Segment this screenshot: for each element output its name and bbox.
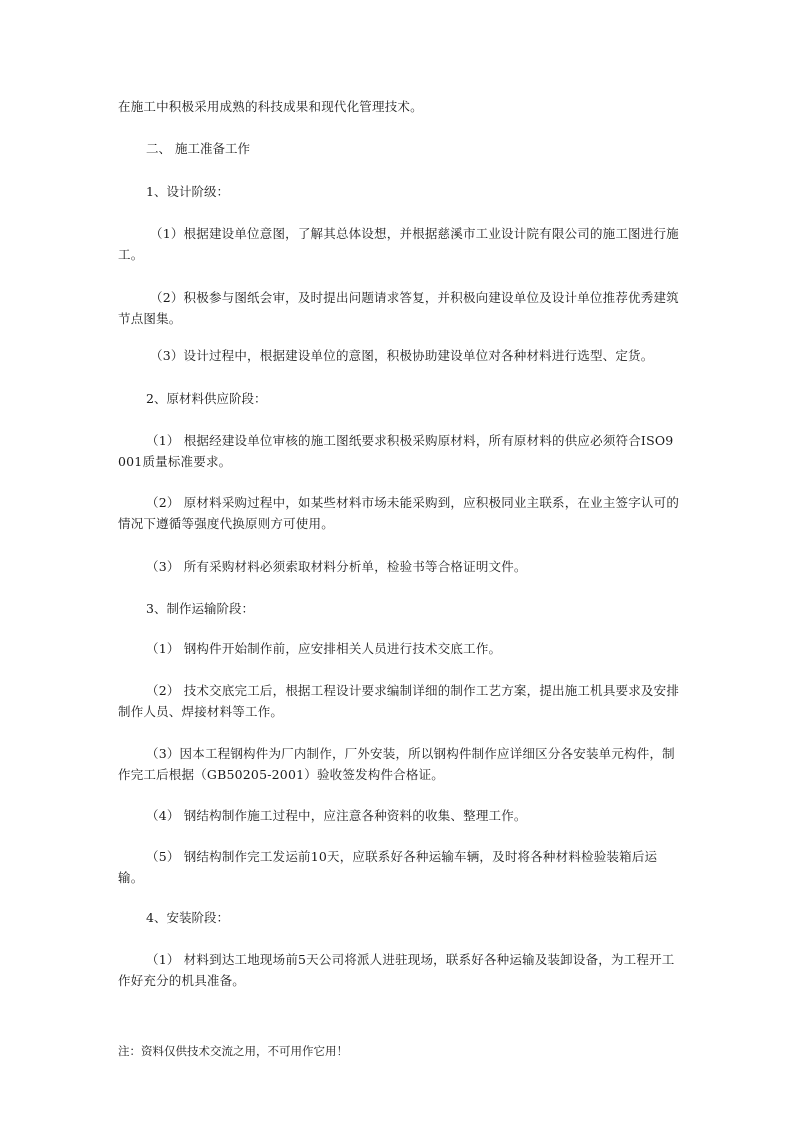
intro-tail-paragraph: 在施工中积极采用成熟的科技成果和现代化管理技术。 (118, 99, 423, 114)
stage3-item-1: （1） 钢构件开始制作前，应安排相关人员进行技术交底工作。 (146, 641, 502, 656)
stage3-item-3: （3）因本工程钢构件为厂内制作，厂外安装，所以钢构件制作应详细区分各安装单元构件，制作完工后根据（GB50205-2001）验收签发构件合格证。 (118, 746, 675, 782)
stage3-title: 3、制作运输阶段： (146, 601, 254, 616)
footer-note: 注：资料仅供技术交流之用，不可用作它用！ (118, 1044, 348, 1058)
document-page (118, 0, 680, 1123)
stage1-item-3: （3）设计过程中，根据建设单位的意图，积极协助建设单位对各种材料进行选型、定货。 (150, 348, 654, 363)
stage2-title: 2、原材料供应阶段： (146, 391, 267, 406)
stage4-item-1: （1） 材料到达工地现场前5天公司将派人进驻现场，联系好各种运输及装卸设备，为工程开工作好充分的机具准备。 (118, 952, 675, 988)
section-two-heading: 二、 施工准备工作 (146, 141, 250, 156)
stage2-item-2: （2） 原材料采购过程中，如某些材料市场未能采购到，应积极同业主联系，在业主签字认可的情况下遵循等强度代换原则方可使用。 (118, 495, 680, 531)
stage2-item-1: （1） 根据经建设单位审核的施工图纸要求积极采购原材料，所有原材料的供应必须符合ISO9001质量标准要求。 (118, 433, 674, 469)
stage1-item-1: （1）根据建设单位意图，了解其总体设想，并根据慈溪市工业设计院有限公司的施工图进行施工。 (118, 226, 679, 262)
stage1-title: 1、设计阶级： (146, 184, 229, 199)
stage3-item-2: （2） 技术交底完工后，根据工程设计要求编制详细的制作工艺方案，提出施工机具要求及安排制作人员、焊接材料等工作。 (118, 683, 680, 719)
stage1-item-2: （2）积极参与图纸会审，及时提出问题请求答复，并积极向建设单位及设计单位推荐优秀建筑节点图集。 (118, 290, 679, 326)
stage4-title: 4、安装阶段： (146, 910, 229, 925)
stage3-item-4: （4） 钢结构制作施工过程中，应注意各种资料的收集、整理工作。 (146, 808, 527, 823)
stage3-item-5: （5） 钢结构制作完工发运前10天，应联系好各种运输车辆，及时将各种材料检验装箱后运输。 (118, 849, 658, 885)
stage2-item-3: （3） 所有采购材料必须索取材料分析单，检验书等合格证明文件。 (146, 559, 527, 574)
